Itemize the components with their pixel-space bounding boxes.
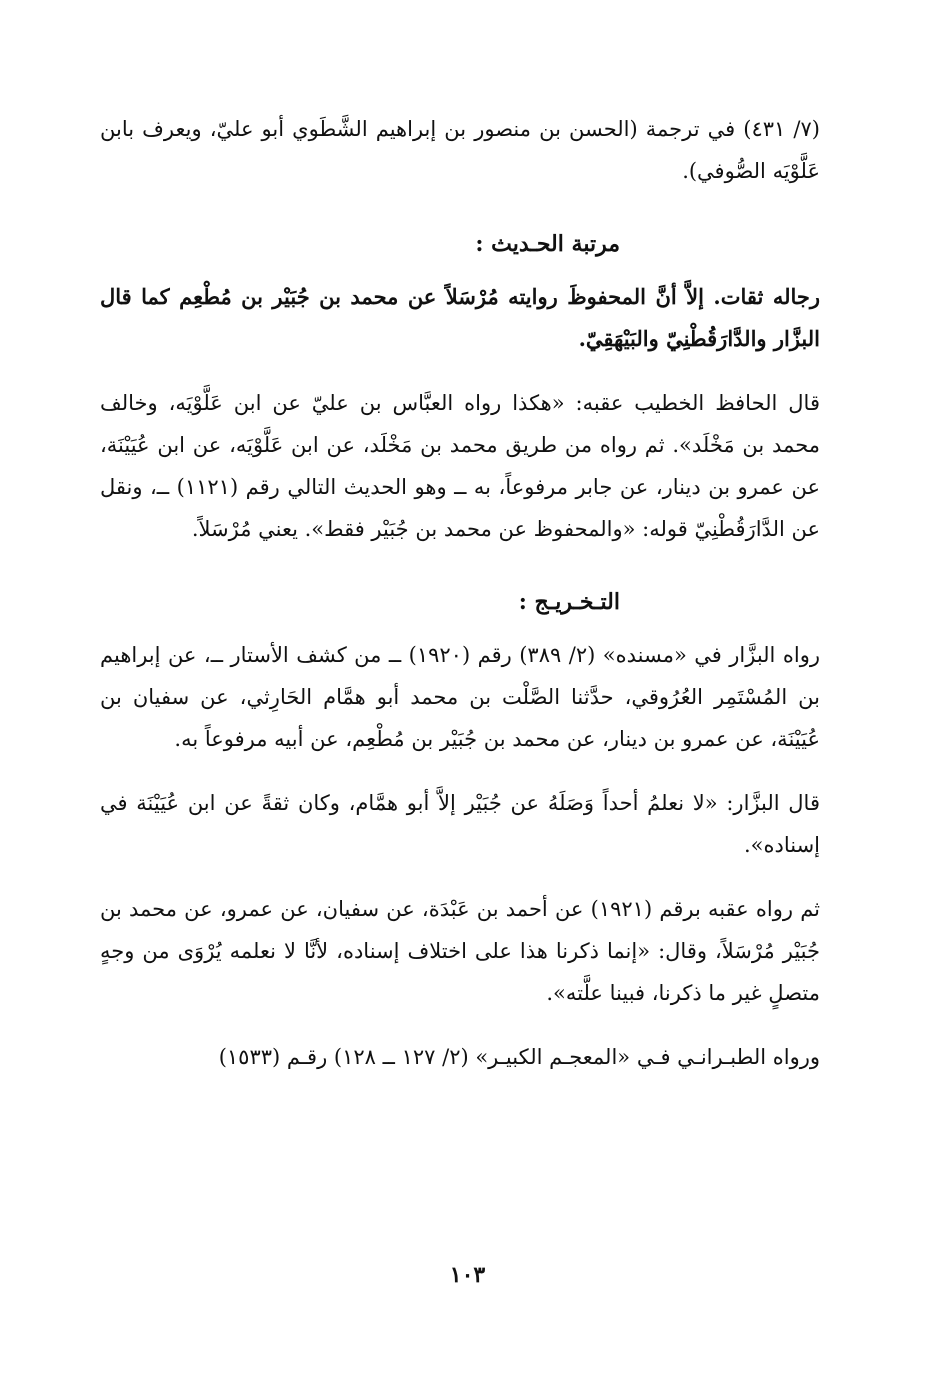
paragraph-bazzar-narration: رواه البزَّار في «مسنده» (٢/ ٣٨٩) رقم (١٩٢٠) ــ من كشف الأستار ــ، عن إبراهيم بن المُسْتَمِر العُرُوقي، حدَّثنا الصَّلْت بن محمد أبو همَّام الحَارِثي، عن سفيان بن عُيَيْنَة، عن عمرو بن دينار، عن محمد بن جُبَيْر بن مُطْعِم، عن أبيه مرفوعاً به. — [100, 643, 820, 751]
paragraph-translation-reference: (٧/ ٤٣١) في ترجمة (الحسن بن منصور بن إبراهيم الشَّطَوي أبو عليّ، ويعرف بابن عَلَّوْيَه الصُّوفي). — [100, 117, 820, 183]
paragraph-second-narration: ثم رواه عقبه برقم (١٩٢١) عن أحمد بن عَبْدَة، عن سفيان، عن عمرو، عن محمد بن جُبَيْر مُرْسَلاً، وقال: «إنما ذكرنا هذا على اختلاف إسناده، لأنَّا لا نعلمه يُرْوَى من وجهٍ متصلٍ غير ما ذكرنا، فبينا علَّته». — [100, 897, 821, 1005]
paragraph-bazzar-comment: قال البزَّار: «لا نعلمُ أحداً وَصَلَهُ عن جُبَيْر إلاَّ أبو همَّام، وكان ثقةً عن ابن عُيَيْنَة في إسناده». — [100, 791, 820, 857]
page-number: ١٠٣ — [449, 1262, 486, 1288]
page-body — [100, 108, 820, 1078]
heading-hadith-rank: مرتبة الحـديث : — [475, 231, 620, 257]
heading-takhrij: التـخـريـج : — [518, 589, 620, 615]
paragraph-tabarani: ورواه الطبـرانـي فـي «المعجـم الكبيـر» (٢/ ١٢٧ ــ ١٢٨) رقـم (١٥٣٣) — [218, 1045, 820, 1069]
paragraph-hadith-rank: رجاله ثقات. إلاَّ أنَّ المحفوظَ روايته مُرْسَلاً عن محمد بن جُبَيْر بن مُطْعِم كما قال البزَّار والدَّارَقُطْنِيّ والبَيْهَقِيّ. — [100, 284, 820, 351]
paragraph-khatib-commentary: قال الحافظ الخطيب عقبه: «هكذا رواه العبَّاس بن عليّ عن ابن عَلَّوْيَه، وخالف محمد بن مَخْلَد». ثم رواه من طريق محمد بن مَخْلَد، عن ابن عَلَّوْيَه، عن ابن عُيَيْنَة، عن عمرو بن دينار، عن جابر مرفوعاً، به ــ وهو الحديث التالي رقم (١١٢١) ــ، ونقل عن الدَّارَقُطْنِيّ قوله: «والمحفوظ عن محمد بن جُبَيْر فقط». يعني مُرْسَلاً. — [100, 391, 820, 541]
